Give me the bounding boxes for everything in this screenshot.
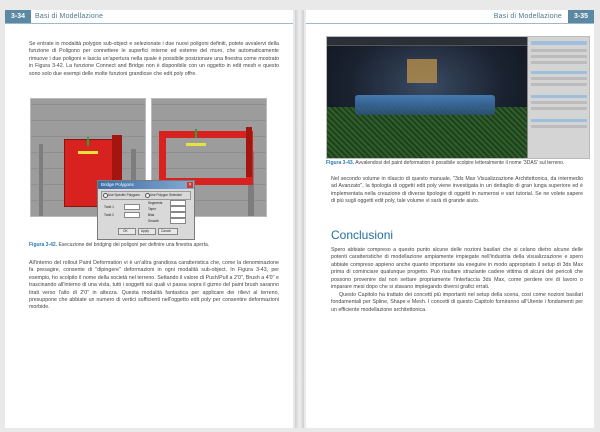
twist1-field[interactable] xyxy=(124,204,140,210)
body-paragraph: Spero abbiate compreso a questo punto alcune delle nozioni basilari che si celano dietro alcune delle potenti caratteristiche di modellazione ampiamente impiegate nell'industria della visualizzazione e spero abbiate compreso appieno anche quanto importante sia eseguire in modo appropriato il setup di 3ds Max prima di cominciare qualunque progetto. Può risultare straziante cadere vittima di alcuni dei pericoli che possono provenire dal non settare propriamente l'interfaccia 3ds Max, come perdere ore di lavoro o imparare mesi dopo che si stavano impiegando diversi grafici errati. xyxy=(331,247,583,291)
field-label: Bias xyxy=(148,213,155,217)
move-gizmo-arrow xyxy=(87,137,89,146)
selection-gizmo xyxy=(186,143,206,146)
apply-button[interactable]: Apply xyxy=(138,228,156,235)
left-page xyxy=(5,10,293,428)
option-label: Use Polygon Selection xyxy=(150,192,183,197)
dialog-title: Bridge Polygons xyxy=(98,181,194,189)
bridge-dialog xyxy=(97,180,195,240)
field-label: Smooth xyxy=(148,219,159,223)
bridged-window-frame xyxy=(159,131,253,185)
close-icon[interactable]: × xyxy=(188,182,192,188)
smooth-field[interactable] xyxy=(170,218,186,224)
page-header xyxy=(5,10,293,24)
wall-side xyxy=(246,127,252,177)
body-paragraph: All'interno del rollout Paint Deformation vi è un'altra grandiosa caratteristica che, come la denominazione fa presagire, consente di "dipingere" deformazioni in ogni modalità sub-object. In Figura 3-43, per esempio, ho scolpito il nome della società nel terreno. Settando il valore di Push/Pull a 2'0", Brush a 4'0" e trascinando all'interno di una vista, tutti i soggetti sui quali vi passa sopra il gizmo del paint brush saranno tirati verso l'alto di 2'0" in altezza. Questa modalità fantastica per applicare dei rilievi al terreno, presuppone che abbiate un numero di vertici sufficienti nell'oggetto edit poly per consentire deformazioni morbide. xyxy=(29,260,279,311)
field-label: Twist 1 xyxy=(104,205,114,209)
3dsmax-screenshot xyxy=(326,36,590,159)
body-paragraph: Se entrate in modalità polygon sub-object e selezionate i due nuovi poligoni definiti, potete avvalervi della funzione di Poligono per connettere le superfici interne ed esterne del muro, che automaticamente rimuove i due poligoni e lascia un'apertura nella quale è possibile posizionare una finestra come mostrato in Figura 3-42. La funzione Connect and Bridge non è disponibile con un oggetto in edit mesh e questo sono solo due esempi delle molte funzioni grandiose che edit poly offre. xyxy=(29,41,279,77)
section-heading: Conclusioni xyxy=(331,228,394,242)
caption-text: Esecuzione del bridging dei poligoni per definire una finestra aperta. xyxy=(58,242,210,248)
running-title: Basi di Modellazione xyxy=(493,13,562,20)
cancel-button[interactable]: Cancel xyxy=(158,228,178,235)
sculpted-terrain xyxy=(355,95,495,115)
selection-gizmo xyxy=(78,151,98,154)
lit-building xyxy=(407,59,437,83)
body-paragraph: Questo Capitolo ha trattato dei concetti più importanti nel setup della scena, così come nozioni basilari fondamentali per Spline, Shape e Mesh. I concetti di questo Capitolo forniranno all'Utente i fondamenti per un efficiente modellazione architettonica. xyxy=(331,292,583,313)
page-header xyxy=(306,10,594,24)
twist2-field[interactable] xyxy=(124,212,140,218)
option-label: Use Specific Polygons xyxy=(108,192,140,197)
caption-label: Figura 3-43. xyxy=(326,160,355,166)
ok-button[interactable]: OK xyxy=(118,228,136,235)
caption-text: Avvalendosi del paint deformation è possibile scolpire letteralmente il nome '3DAS' sul terreno. xyxy=(355,160,565,166)
body-paragraph: Nel secondo volume in rilascio di questo manuale, "3ds Max Visualizzazione Architettonica, da intermedio ad Avanzato", la tipologia di oggetti edit poly viene investigata in un dettaglio di gran lunga superiore ed è implementata nella creazione di diverse tipologie di oggetti in numerosi e vari tutorial. Se ne volete sapere di più sugli oggetti edit poly, tale volume vi sarà di grande aiuto. xyxy=(331,176,583,205)
right-page xyxy=(306,10,594,428)
command-panel xyxy=(527,37,590,158)
move-gizmo-arrow xyxy=(195,129,197,138)
caption-label: Figura 3-42. xyxy=(29,242,58,248)
figure-caption xyxy=(29,242,279,249)
running-title: Basi di Modellazione xyxy=(35,13,104,20)
page-number: 3-34 xyxy=(5,10,31,23)
field-label: Taper xyxy=(148,207,156,211)
figure-caption xyxy=(326,160,588,167)
book-gutter xyxy=(295,10,304,428)
field-label: Segments xyxy=(148,201,163,205)
toolbar xyxy=(327,37,527,46)
page-number: 3-35 xyxy=(568,10,594,23)
field-label: Twist 2 xyxy=(104,213,114,217)
